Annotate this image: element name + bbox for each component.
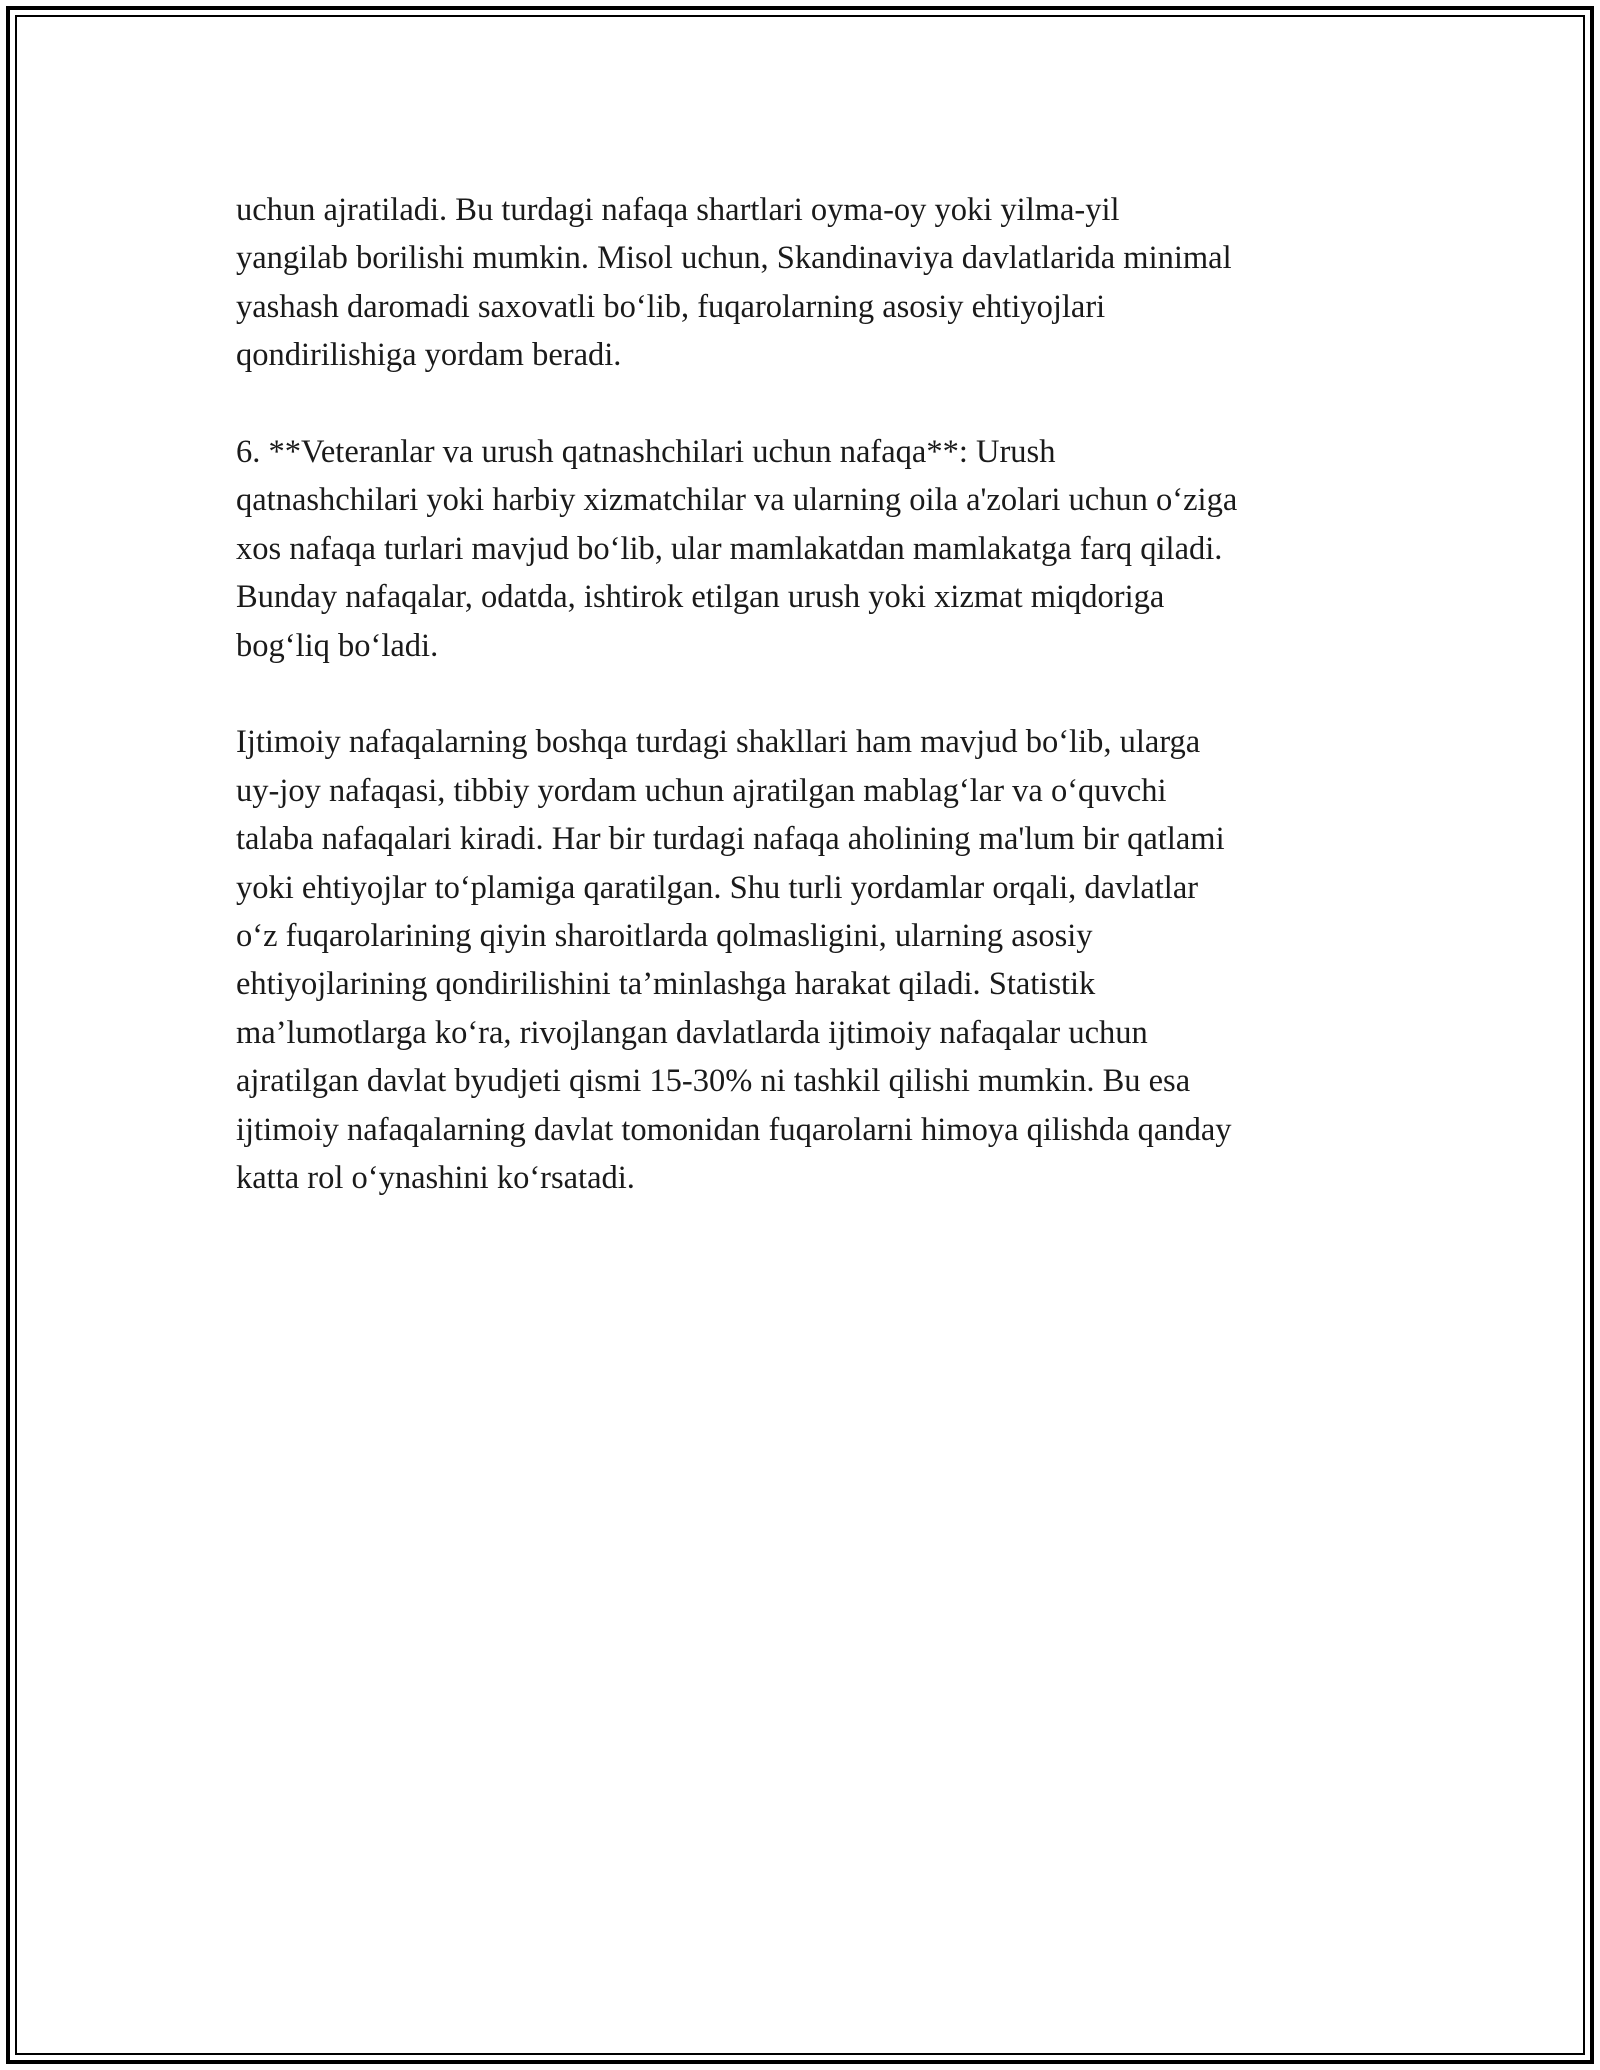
text-line: uchun ajratiladi. Bu turdagi nafaqa shartlari oyma-oy yoki yilma-yil: [236, 192, 1120, 228]
text-line: 6. **Veteranlar va urush qatnashchilari uchun nafaqa**: Urush: [236, 434, 1056, 471]
paragraph-2: [236, 428, 1366, 670]
text-line: talaba nafaqalari kiradi. Har bir turdagi nafaqa aholining ma'lum bir qatlami: [236, 821, 1225, 858]
text-line: ajratilgan davlat byudjeti qismi 15-30% ni tashkil qilishi mumkin. Bu esa: [236, 1063, 1191, 1100]
text-line: yoki ehtiyojlar to‘plamiga qaratilgan. Shu turli yordamlar orqali, davlatlar: [236, 869, 1199, 906]
text-line: ehtiyojlarining qondirilishini ta’minlashga harakat qiladi. Statistik: [236, 966, 1096, 1003]
text-line: ijtimoiy nafaqalarning davlat tomonidan fuqarolarni himoya qilishda qanday: [236, 1111, 1232, 1148]
text-line: yashash daromadi saxovatli bo‘lib, fuqarolarning asosiy ehtiyojlari: [236, 288, 1106, 325]
paragraph-3: [236, 718, 1366, 1202]
text-line: qatnashchilari yoki harbiy xizmatchilar va ularning oila a'zolari uchun o‘ziga: [236, 482, 1238, 519]
text-line: katta rol o‘ynashini ko‘rsatadi.: [236, 1160, 635, 1197]
text-line: ma’lumotlarga ko‘ra, rivojlangan davlatlarda ijtimoiy nafaqalar uchun: [236, 1014, 1148, 1051]
document-body: [236, 186, 1366, 1251]
text-line: bog‘liq bo‘ladi.: [236, 627, 439, 664]
text-line: o‘z fuqarolarining qiyin sharoitlarda qolmasligini, ularning asosiy: [236, 918, 1093, 955]
text-line: uy-joy nafaqasi, tibbiy yordam uchun ajratilgan mablag‘lar va o‘quvchi: [236, 772, 1167, 809]
text-line: qondirilishiga yordam beradi.: [236, 337, 622, 374]
text-line: xos nafaqa turlari mavjud bo‘lib, ular mamlakatdan mamlakatga farq qiladi.: [236, 530, 1223, 567]
text-line: yangilab borilishi mumkin. Misol uchun, Skandinaviya davlatlarida minimal: [236, 240, 1232, 277]
paragraph-1: [236, 186, 1366, 380]
text-line: Bunday nafaqalar, odatda, ishtirok etilgan urush yoki xizmat miqdoriga: [236, 579, 1165, 616]
text-line: Ijtimoiy nafaqalarning boshqa turdagi shakllari ham mavjud bo‘lib, ularga: [236, 724, 1201, 761]
